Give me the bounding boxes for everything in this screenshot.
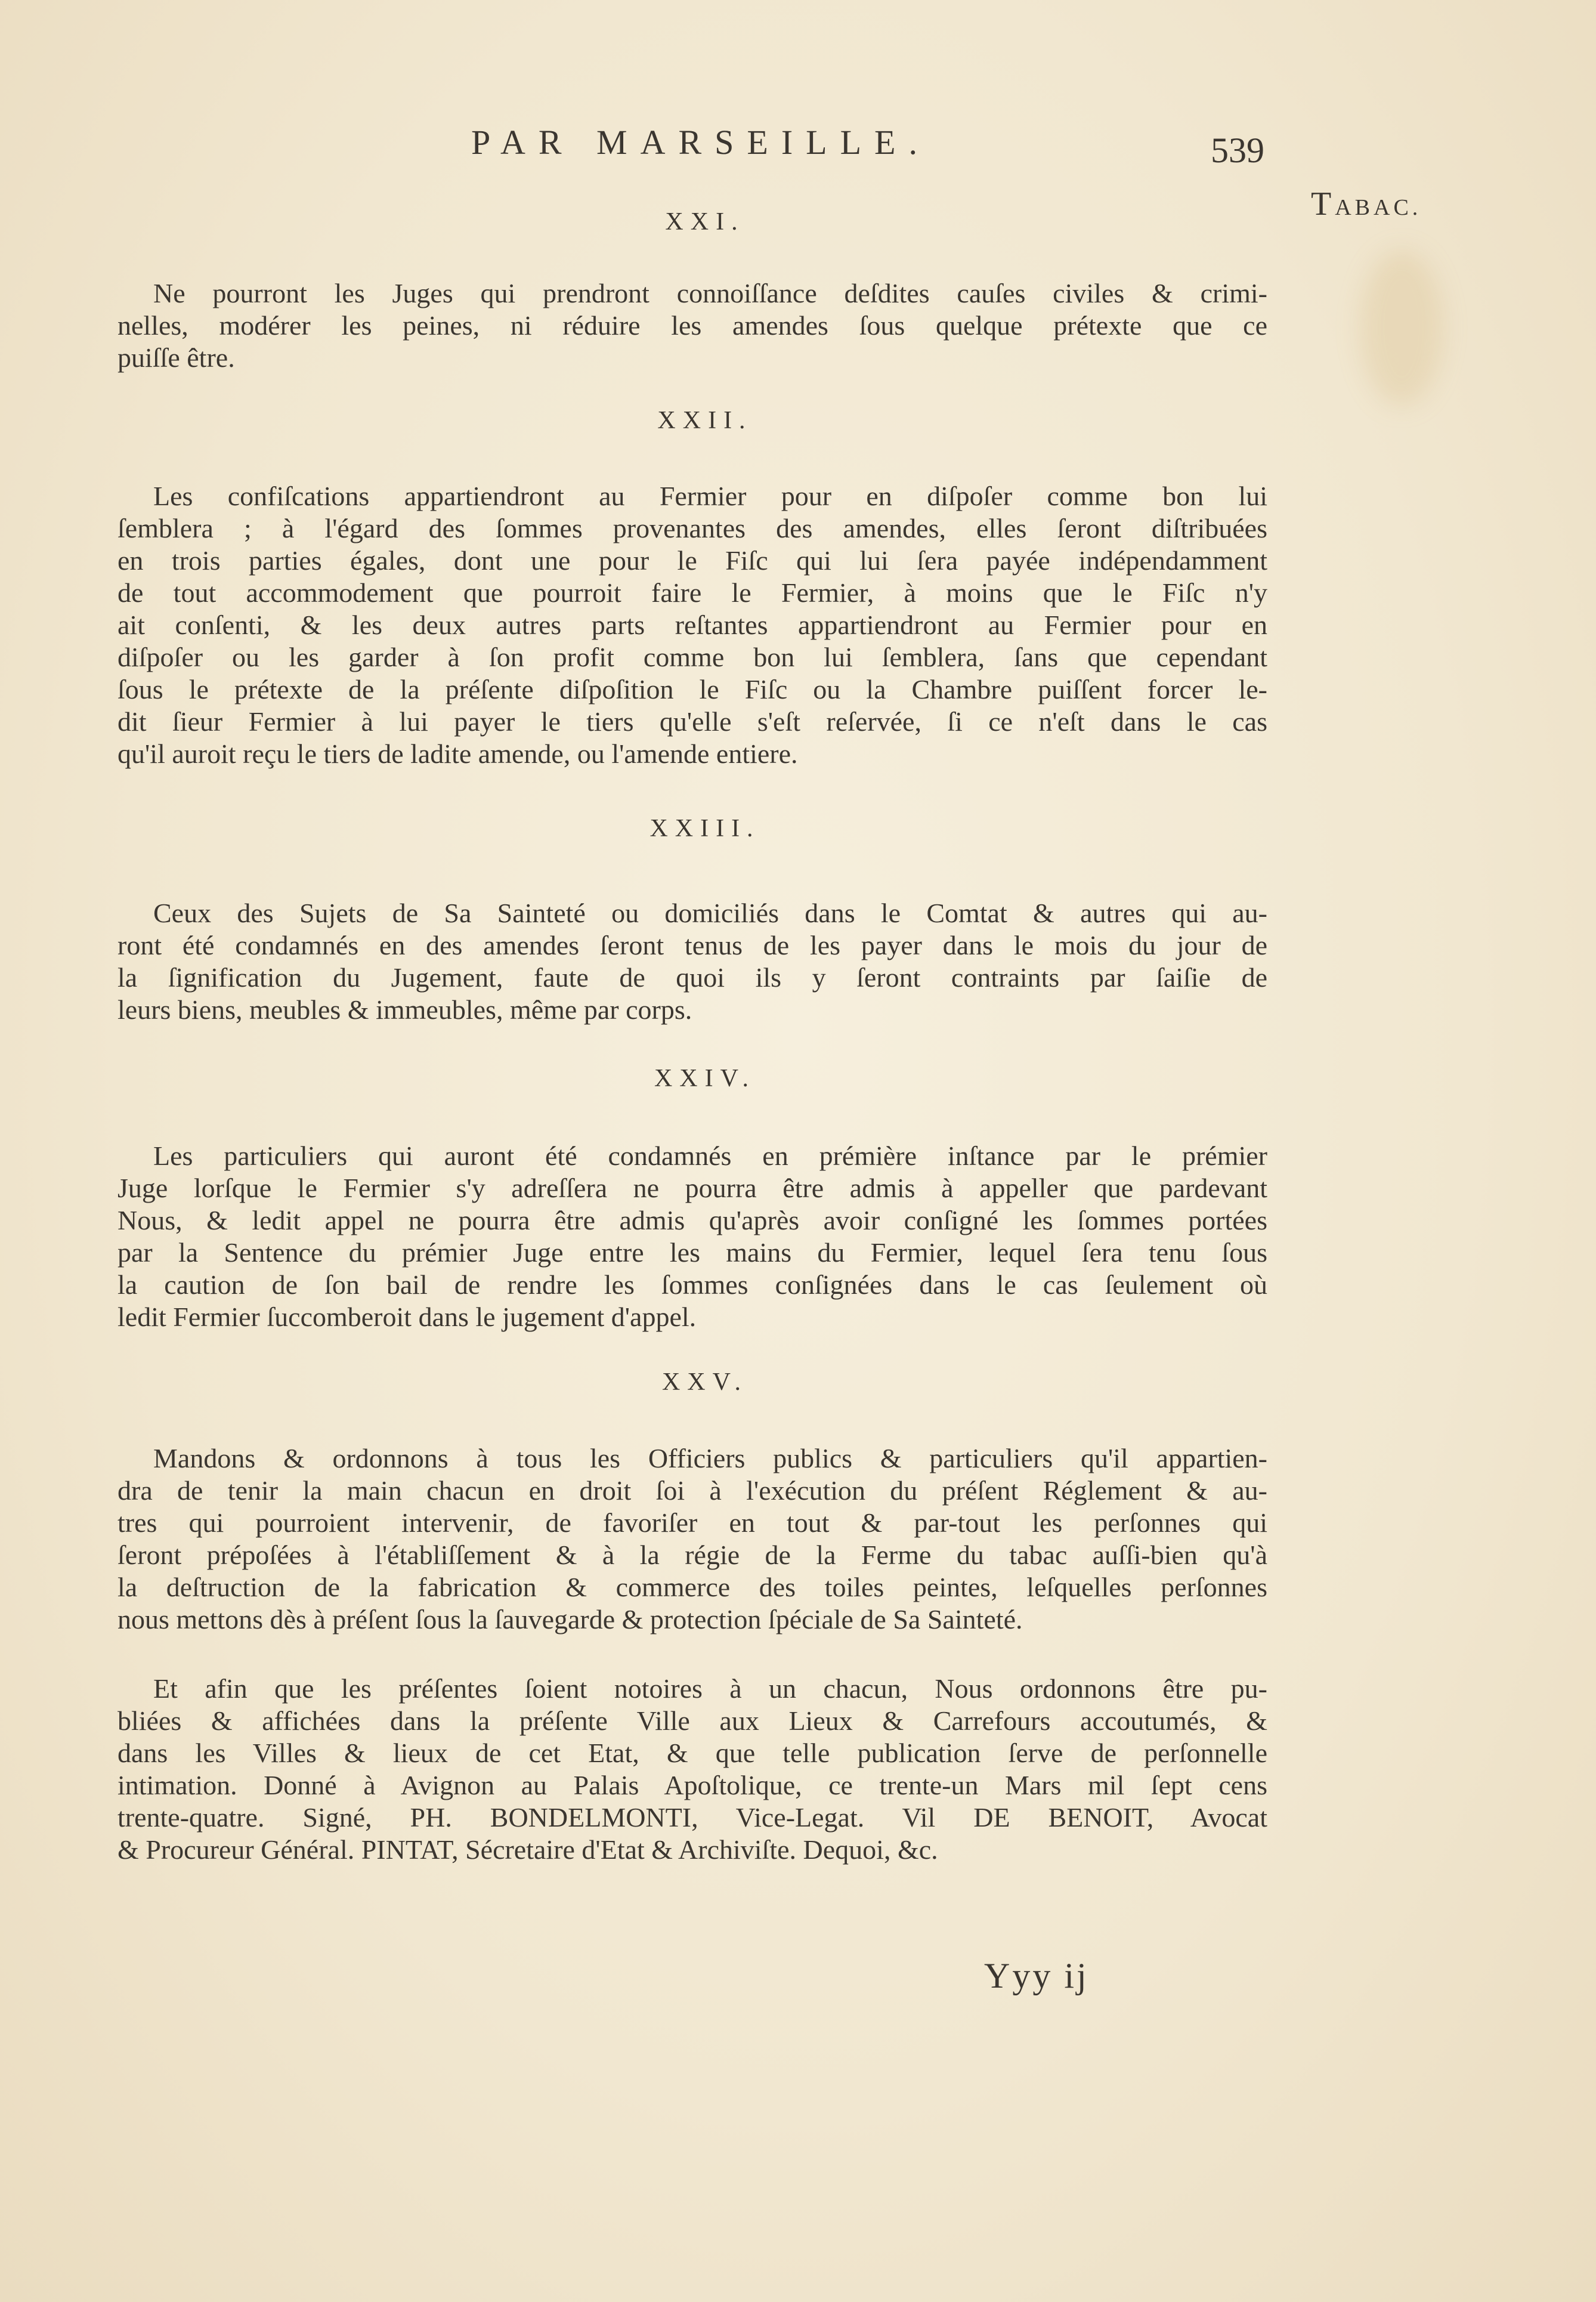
text-line: nelles, modérer les peines, ni réduire les amendes ſous quelque prétexte que ce — [117, 310, 1267, 341]
text-line: ledit Fermier ſuccomberoit dans le jugement d'appel. — [117, 1302, 697, 1332]
text-line: & Procureur Général. PINTAT, Sécretaire d'Etat & Archiviſte. Dequoi, &c. — [117, 1834, 938, 1865]
page-number: 539 — [1211, 131, 1264, 170]
closing-paragraph — [117, 1673, 1267, 1866]
text-line: leurs biens, meubles & immeubles, même par corps. — [117, 994, 692, 1025]
text-line: dit ſieur Fermier à lui payer le tiers qu'elle s'eſt reſervée, ſi ce n'eſt dans le cas — [117, 706, 1267, 737]
text-line: la ſignification du Jugement, faute de quoi ils y ſeront contraints par ſaiſie de — [117, 962, 1267, 993]
article-paragraph — [117, 1140, 1267, 1333]
text-line: la caution de ſon bail de rendre les ſommes conſignées dans le cas ſeulement où — [117, 1269, 1267, 1300]
margin-note-initial: T — [1311, 186, 1335, 223]
article-numeral: XXIV. — [654, 1065, 756, 1092]
article-paragraph — [117, 277, 1267, 374]
text-line: dra de tenir la main chacun en droit ſoi à l'exécution du préſent Réglement & au- — [117, 1475, 1267, 1506]
text-line: bliées & affichées dans la préſente Ville aux Lieux & Carrefours accoutumés, & — [117, 1705, 1267, 1736]
text-line: Ne pourront les Juges qui prendront connoiſſance deſdites cauſes civiles & crimi- — [153, 278, 1267, 308]
text-line: Mandons & ordonnons à tous les Officiers publics & particuliers qu'il appartien- — [153, 1443, 1267, 1473]
text-line: Juge lorſque le Fermier s'y adreſſera ne pourra être admis à appeller que pardevant — [117, 1173, 1267, 1203]
text-line: Ceux des Sujets de Sa Sainteté ou domiciliés dans le Comtat & autres qui au- — [153, 898, 1267, 928]
text-line: de tout accommodement que pourroit faire le Fermier, à moins que le Fiſc n'y — [117, 577, 1267, 608]
text-line: ait conſenti, & les deux autres parts reſtantes appartiendront au Fermier pour en — [117, 610, 1267, 640]
signature-mark: Yyy ij — [984, 1956, 1089, 1995]
text-line: en trois parties égales, dont une pour le Fiſc qui lui ſera payée indépendamment — [117, 545, 1267, 576]
text-line: Nous, & ledit appel ne pourra être admis qu'après avoir conſigné les ſommes portées — [117, 1205, 1267, 1235]
text-line: ront été condamnés en des amendes ſeront tenus de les payer dans le mois du jour de — [117, 930, 1267, 960]
text-line: Les confiſcations appartiendront au Fermier pour en diſpoſer comme bon lui — [153, 481, 1267, 511]
text-line: puiſſe être. — [117, 342, 235, 373]
text-line: dans les Villes & lieux de cet Etat, & que telle publication ſerve de perſonnelle — [117, 1738, 1267, 1768]
text-line: ſemblera ; à l'égard des ſommes provenantes des amendes, elles ſeront diſtribuées — [117, 513, 1267, 543]
text-line: tres qui pourroient intervenir, de favoriſer en tout & par-tout les perſonnes qui — [117, 1507, 1267, 1538]
article-numeral: XXIII. — [649, 815, 760, 842]
text-line: Les particuliers qui auront été condamnés en prémière inſtance par le prémier — [153, 1141, 1267, 1171]
article-paragraph — [117, 897, 1267, 1026]
text-line: qu'il auroit reçu le tiers de ladite amende, ou l'amende entiere. — [117, 739, 798, 769]
text-line: diſpoſer ou les garder à ſon profit comme bon lui ſemblera, ſans que cependant — [117, 642, 1267, 672]
text-line: nous mettons dès à préſent ſous la ſauvegarde & protection ſpéciale de Sa Sainteté. — [117, 1604, 1023, 1634]
article-numeral: XXV. — [661, 1368, 748, 1396]
article-paragraph — [117, 1442, 1267, 1636]
running-title: PAR MARSEILLE. — [471, 123, 930, 162]
text-line: ſeront prépoſées à l'établiſſement & à la régie de la Ferme du tabac auſſi-bien qu'à — [117, 1540, 1267, 1570]
text-line: la deſtruction de la fabrication & commerce des toiles peintes, leſquelles perſonnes — [117, 1572, 1267, 1602]
text-line: intimation. Donné à Avignon au Palais Apoſtolique, ce trente-un Mars mil ſept cens — [117, 1770, 1267, 1800]
text-line: ſous le prétexte de la préſente diſpoſition le Fiſc ou la Chambre puiſſent forcer le- — [117, 674, 1267, 704]
text-line: par la Sentence du prémier Juge entre les mains du Fermier, lequel ſera tenu ſous — [117, 1237, 1267, 1268]
article-paragraph — [117, 480, 1267, 770]
margin-note — [1311, 185, 1421, 223]
paper-stain — [1360, 251, 1443, 406]
text-line: Et afin que les préſentes ſoient notoires à un chacun, Nous ordonnons être pu- — [153, 1673, 1267, 1704]
article-numeral: XXI. — [665, 208, 745, 236]
margin-note-rest: ABAC. — [1335, 195, 1422, 220]
text-line: trente-quatre. Signé, PH. BONDELMONTI, Vice-Legat. Vil DE BENOIT, Avocat — [117, 1802, 1267, 1833]
article-numeral: XXII. — [657, 407, 753, 434]
